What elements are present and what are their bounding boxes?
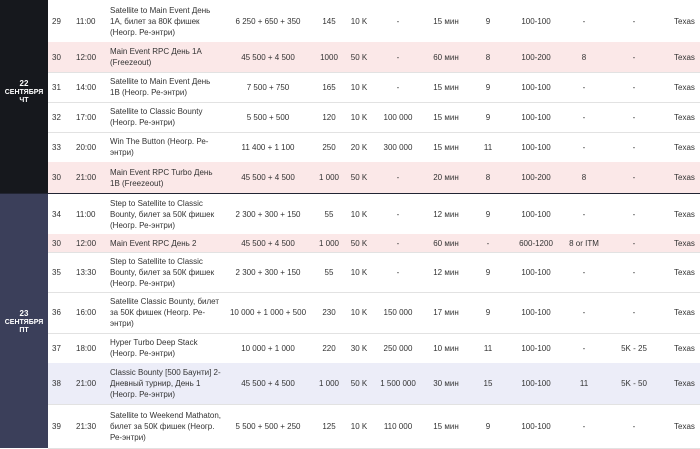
- table-row: [48, 404, 700, 449]
- buy-in: 2 300 + 300 + 150: [235, 209, 301, 219]
- game-type: Texas: [674, 308, 695, 317]
- late-registration-level: 9: [485, 267, 491, 277]
- day-block-22: [0, 0, 48, 193]
- tournament-name: Satellite to Classic Bounty (Неогр. Ре-энтри): [110, 107, 203, 127]
- table-row: [48, 252, 700, 293]
- starting-stack: 20 K: [350, 142, 368, 152]
- late-registration-level: 9: [485, 112, 491, 122]
- day-divider: [0, 193, 700, 194]
- buy-in: 45 500 + 4 500: [241, 52, 295, 62]
- late-registration-level: 9: [485, 209, 491, 219]
- starting-blinds: 100-100: [521, 142, 551, 152]
- game-type: Texas: [674, 421, 695, 431]
- table-row: [48, 234, 700, 253]
- late-registration-level: 8: [485, 52, 491, 62]
- tournament-name: Satellite to Main Event День 1B (Неогр. Ре-энтри): [110, 77, 211, 97]
- tournament-name: Classic Bounty [500 Баунти] 2-Дневный турнир, День 1 (Неогр. Ре-энтри): [110, 368, 221, 399]
- late-registration-level: -: [486, 238, 490, 248]
- blind-level-duration: 20 мин: [433, 173, 459, 182]
- starting-stack: 10 K: [350, 421, 368, 431]
- table-row: [48, 42, 700, 73]
- late-registration-level: 9: [485, 82, 491, 92]
- buy-in: 10 000 + 1 000 + 500: [229, 308, 307, 317]
- starting-stack: 10 K: [350, 112, 368, 122]
- game-type: Texas: [674, 112, 695, 122]
- guarantee: 250 000: [383, 343, 413, 353]
- entries-count: 125: [322, 421, 336, 431]
- blind-level-duration: 17 мин: [433, 308, 459, 317]
- guarantee: 110 000: [383, 421, 413, 431]
- blind-level-duration: 12 мин: [433, 267, 459, 277]
- start-time: 12:00: [76, 238, 97, 248]
- buy-in: 45 500 + 4 500: [241, 379, 295, 388]
- day-number: 23: [19, 309, 29, 318]
- row-number: 35: [52, 267, 61, 277]
- entries-count: 145: [322, 16, 336, 26]
- blind-level-duration: 60 мин: [433, 238, 459, 248]
- game-type: Texas: [674, 267, 695, 277]
- entries-count: 1 000: [318, 238, 340, 248]
- starting-stack: 50 K: [350, 52, 368, 62]
- table-row: [48, 292, 700, 334]
- start-time: 16:00: [76, 308, 97, 317]
- blind-level-duration: 15 мин: [433, 112, 459, 122]
- seats-awarded: -: [582, 142, 586, 152]
- seats-awarded: -: [582, 209, 586, 219]
- buy-in: 45 500 + 4 500: [241, 173, 295, 182]
- game-type: Texas: [674, 173, 695, 182]
- blind-level-duration: 30 мин: [433, 379, 459, 388]
- start-time: 21:00: [76, 379, 97, 388]
- row-number: 29: [52, 16, 61, 26]
- seats-awarded: 11: [579, 379, 589, 388]
- start-time: 13:30: [76, 267, 97, 277]
- starting-blinds: 100-100: [521, 16, 551, 26]
- day-number: 22: [19, 79, 29, 88]
- starting-blinds: 100-100: [521, 82, 551, 92]
- blind-level-duration: 15 мин: [433, 142, 459, 152]
- blind-level-duration: 15 мин: [433, 421, 459, 431]
- starting-stack: 50 K: [350, 238, 368, 248]
- starting-stack: 10 K: [350, 209, 368, 219]
- row-number: 32: [52, 112, 61, 122]
- buy-in: 2 300 + 300 + 150: [235, 267, 301, 277]
- blind-level-duration: 15 мин: [433, 16, 459, 26]
- starting-blinds: 100-100: [521, 343, 551, 353]
- row-number: 30: [52, 52, 61, 62]
- payout-info: -: [632, 142, 636, 152]
- starting-blinds: 100-200: [521, 52, 551, 62]
- seats-awarded: -: [582, 82, 586, 92]
- start-time: 11:00: [76, 209, 96, 219]
- row-number: 33: [52, 142, 61, 152]
- late-registration-level: 11: [483, 142, 493, 152]
- starting-stack: 10 K: [350, 267, 368, 277]
- tournament-name: Main Event RPC День 1А (Freezeout): [110, 47, 202, 67]
- late-registration-level: 8: [485, 173, 491, 182]
- buy-in: 45 500 + 4 500: [241, 238, 295, 248]
- day-weekday: ЧТ: [19, 97, 29, 104]
- guarantee: -: [396, 52, 400, 62]
- late-registration-level: 9: [485, 16, 491, 26]
- blind-level-duration: 15 мин: [433, 82, 459, 92]
- table-row: [48, 72, 700, 103]
- payout-info: 5K - 25: [621, 343, 647, 353]
- day-month: СЕНТЯБРЯ: [4, 88, 44, 96]
- game-type: Texas: [674, 209, 695, 219]
- entries-count: 1000: [320, 52, 338, 62]
- game-type: Texas: [674, 52, 695, 62]
- day-label: [0, 80, 48, 106]
- guarantee: -: [396, 173, 400, 182]
- tournament-name: Win The Button (Неогр. Ре-энтри): [110, 137, 209, 157]
- seats-awarded: -: [582, 343, 586, 353]
- tournament-name: Hyper Turbo Deep Stack (Неогр. Ре-энтри): [110, 338, 198, 358]
- day-month: СЕНТЯБРЯ: [4, 318, 44, 326]
- seats-awarded: 8 or ITM: [569, 238, 599, 248]
- seats-awarded: -: [582, 267, 586, 277]
- table-row: [48, 363, 700, 405]
- payout-info: -: [632, 82, 636, 92]
- starting-stack: 10 K: [350, 308, 368, 317]
- buy-in: 5 500 + 500: [246, 112, 290, 122]
- seats-awarded: -: [582, 308, 586, 317]
- payout-info: -: [632, 238, 636, 248]
- guarantee: 150 000: [383, 308, 413, 317]
- starting-blinds: 100-100: [521, 379, 551, 388]
- starting-blinds: 100-100: [521, 421, 551, 431]
- starting-blinds: 600-1200: [519, 238, 553, 248]
- tournament-name: Main Event RPC Turbo День 1B (Freezeout): [110, 167, 213, 188]
- late-registration-level: 9: [485, 308, 491, 317]
- row-number: 30: [52, 173, 61, 182]
- day-weekday: ПТ: [19, 327, 29, 334]
- starting-blinds: 100-100: [521, 112, 551, 122]
- starting-blinds: 100-100: [521, 267, 551, 277]
- blind-level-duration: 60 мин: [433, 52, 459, 62]
- tournament-name: Step to Satellite to Classic Bounty, билет за 50К фишек (Неогр. Ре-энтри): [110, 256, 215, 288]
- payout-info: -: [632, 209, 636, 219]
- entries-count: 165: [322, 82, 336, 92]
- entries-count: 230: [322, 308, 336, 317]
- starting-stack: 30 K: [350, 343, 368, 353]
- row-number: 38: [52, 379, 61, 388]
- row-number: 36: [52, 308, 61, 317]
- start-time: 21:30: [76, 421, 97, 431]
- start-time: 11:00: [76, 16, 96, 26]
- guarantee: -: [396, 82, 400, 92]
- payout-info: -: [632, 173, 636, 182]
- table-row: [48, 0, 700, 43]
- game-type: Texas: [674, 379, 695, 388]
- payout-info: -: [632, 308, 636, 317]
- buy-in: 11 400 + 1 100: [241, 142, 295, 152]
- game-type: Texas: [674, 343, 695, 353]
- payout-info: -: [632, 112, 636, 122]
- start-time: 18:00: [76, 343, 97, 353]
- guarantee: -: [396, 238, 400, 248]
- guarantee: -: [396, 16, 400, 26]
- guarantee: -: [396, 209, 400, 219]
- game-type: Texas: [674, 238, 695, 248]
- day-block-23: [0, 194, 48, 448]
- buy-in: 10 000 + 1 000: [241, 343, 295, 353]
- seats-awarded: -: [582, 16, 586, 26]
- buy-in: 5 500 + 500 + 250: [235, 421, 301, 431]
- guarantee: -: [396, 267, 400, 277]
- tournament-name: Satellite Classic Bounty, билет за 50К фишек (Неогр. Ре-энтри): [110, 297, 220, 328]
- buy-in: 6 250 + 650 + 350: [235, 16, 301, 26]
- guarantee: 100 000: [383, 112, 413, 122]
- entries-count: 250: [322, 142, 336, 152]
- guarantee: 1 500 000: [380, 379, 416, 388]
- seats-awarded: 8: [581, 173, 587, 182]
- starting-stack: 10 K: [350, 16, 368, 26]
- payout-info: -: [632, 421, 636, 431]
- blind-level-duration: 10 мин: [433, 343, 459, 353]
- game-type: Texas: [674, 82, 695, 92]
- starting-blinds: 100-200: [521, 173, 551, 182]
- seats-awarded: -: [582, 112, 586, 122]
- row-number: 34: [52, 209, 61, 219]
- payout-info: -: [632, 52, 636, 62]
- payout-info: 5K - 50: [621, 379, 647, 388]
- entries-count: 55: [324, 209, 334, 219]
- starting-blinds: 100-100: [521, 308, 551, 317]
- row-number: 39: [52, 421, 61, 431]
- row-number: 37: [52, 343, 61, 353]
- start-time: 20:00: [76, 142, 97, 152]
- row-number: 31: [52, 82, 61, 92]
- start-time: 14:00: [76, 82, 97, 92]
- tournament-name: Main Event RPC День 2: [110, 238, 197, 248]
- tournament-name: Satellite to Weekend Mathaton, билет за 50К фишек (Неогр. Ре-энтри): [110, 410, 222, 442]
- buy-in: 7 500 + 750: [246, 82, 290, 92]
- tournament-name: Satellite to Main Event День 1А, билет за 80К фишек (Неогр. Ре-энтри): [110, 5, 211, 37]
- table-row: [48, 132, 700, 163]
- game-type: Texas: [674, 142, 695, 152]
- entries-count: 1 000: [318, 379, 340, 388]
- entries-count: 55: [324, 267, 334, 277]
- start-time: 17:00: [76, 112, 97, 122]
- table-row: [48, 102, 700, 133]
- late-registration-level: 9: [485, 421, 491, 431]
- start-time: 21:00: [76, 173, 97, 182]
- game-type: Texas: [674, 16, 695, 26]
- seats-awarded: 8: [581, 52, 587, 62]
- table-row: [48, 194, 700, 235]
- seats-awarded: -: [582, 421, 586, 431]
- table-row: [48, 333, 700, 364]
- guarantee: 300 000: [383, 142, 413, 152]
- payout-info: -: [632, 267, 636, 277]
- day-label: [0, 310, 48, 336]
- entries-count: 1 000: [318, 173, 340, 182]
- late-registration-level: 11: [483, 343, 493, 353]
- table-row: [48, 162, 700, 194]
- start-time: 12:00: [76, 52, 97, 62]
- blind-level-duration: 12 мин: [433, 209, 459, 219]
- starting-stack: 50 K: [350, 379, 368, 388]
- entries-count: 120: [322, 112, 336, 122]
- starting-stack: 10 K: [350, 82, 368, 92]
- row-number: 30: [52, 238, 61, 248]
- starting-stack: 50 K: [350, 173, 368, 182]
- payout-info: -: [632, 16, 636, 26]
- entries-count: 220: [322, 343, 336, 353]
- late-registration-level: 15: [483, 379, 493, 388]
- starting-blinds: 100-100: [521, 209, 551, 219]
- tournament-name: Step to Satellite to Classic Bounty, билет за 50К фишек (Неогр. Ре-энтри): [110, 198, 215, 230]
